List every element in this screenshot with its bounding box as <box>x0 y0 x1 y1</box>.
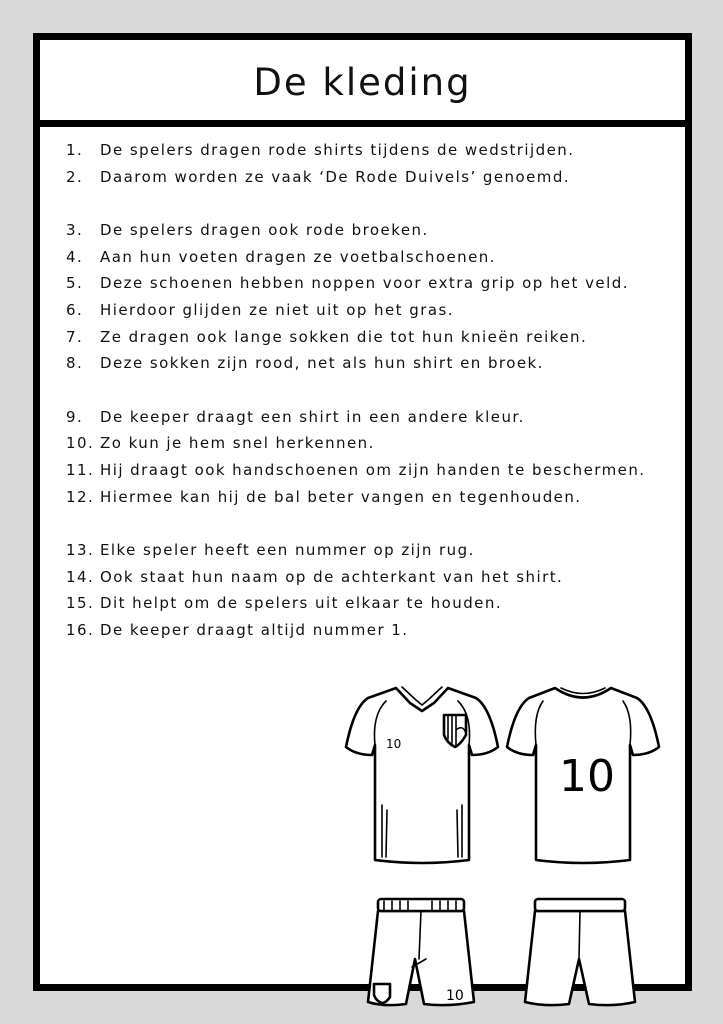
item-number: 5. <box>66 274 84 293</box>
list-item <box>66 537 675 564</box>
sentence-group <box>66 217 675 377</box>
list-item <box>66 404 675 431</box>
item-number: 7. <box>66 327 84 346</box>
back-shirt <box>507 688 659 863</box>
sentence-group <box>66 404 675 510</box>
item-text: Hierdoor glijden ze niet uit op het gras. <box>100 300 454 319</box>
sentence-group <box>66 537 675 643</box>
item-number: 1. <box>66 141 84 159</box>
list-item <box>66 617 675 644</box>
shorts-back <box>525 899 635 1005</box>
item-number: 13. <box>66 541 95 560</box>
shorts-front <box>368 899 474 1005</box>
item-text: Dit helpt om de spelers uit elkaar te houden. <box>100 594 503 613</box>
item-text: Zo kun je hem snel herkennen. <box>100 434 375 453</box>
item-text: Ook staat hun naam op de achterkant van het shirt. <box>100 567 564 586</box>
list-item <box>66 244 675 271</box>
item-number: 10. <box>66 434 95 453</box>
item-number: 14. <box>66 567 95 586</box>
item-text: Deze sokken zijn rood, net als hun shirt en broek. <box>100 354 544 373</box>
sentence-group <box>66 137 675 190</box>
shorts-number: 10 <box>446 988 464 1004</box>
item-number: 12. <box>66 487 95 506</box>
list-item <box>66 430 675 457</box>
item-number: 2. <box>66 167 84 186</box>
item-text: De spelers dragen ook rode broeken. <box>100 221 429 240</box>
list-item <box>66 297 675 324</box>
list-item <box>66 590 675 617</box>
item-text: Hiermee kan hij de bal beter vangen en tegenhouden. <box>100 487 582 506</box>
item-text: De keeper draagt altijd nummer 1. <box>100 620 409 639</box>
title-bar <box>40 40 685 127</box>
item-text: De spelers dragen rode shirts tijdens de wedstrijden. <box>100 141 575 159</box>
football-kit-illustration <box>340 680 670 1010</box>
item-text: Daarom worden ze vaak ‘De Rode Duivels’ genoemd. <box>100 167 571 186</box>
front-shirt <box>346 687 498 863</box>
list-item <box>66 484 675 511</box>
item-number: 6. <box>66 300 84 319</box>
item-text: Hij draagt ook handschoenen om zijn handen te beschermen. <box>100 460 646 479</box>
item-text: Aan hun voeten dragen ze voetbalschoenen. <box>100 247 496 266</box>
page-title: De kleding <box>253 60 472 104</box>
sentence-list <box>66 137 675 671</box>
list-item <box>66 564 675 591</box>
list-item <box>66 137 675 164</box>
list-item <box>66 164 675 191</box>
item-number: 15. <box>66 594 95 613</box>
item-text: Deze schoenen hebben noppen voor extra grip op het veld. <box>100 274 629 293</box>
item-number: 4. <box>66 247 84 266</box>
front-shirt-number: 10 <box>386 737 402 751</box>
item-text: De keeper draagt een shirt in een andere kleur. <box>100 407 525 426</box>
item-text: Ze dragen ook lange sokken die tot hun knieën reiken. <box>100 327 588 346</box>
item-number: 3. <box>66 221 84 240</box>
item-number: 8. <box>66 354 84 373</box>
item-number: 16. <box>66 620 95 639</box>
item-number: 9. <box>66 407 84 426</box>
item-number: 11. <box>66 460 95 479</box>
back-shirt-number: 10 <box>559 751 615 802</box>
list-item <box>66 457 675 484</box>
list-item <box>66 350 675 377</box>
list-item <box>66 324 675 351</box>
list-item <box>66 217 675 244</box>
item-text: Elke speler heeft een nummer op zijn rug. <box>100 541 475 560</box>
list-item <box>66 270 675 297</box>
